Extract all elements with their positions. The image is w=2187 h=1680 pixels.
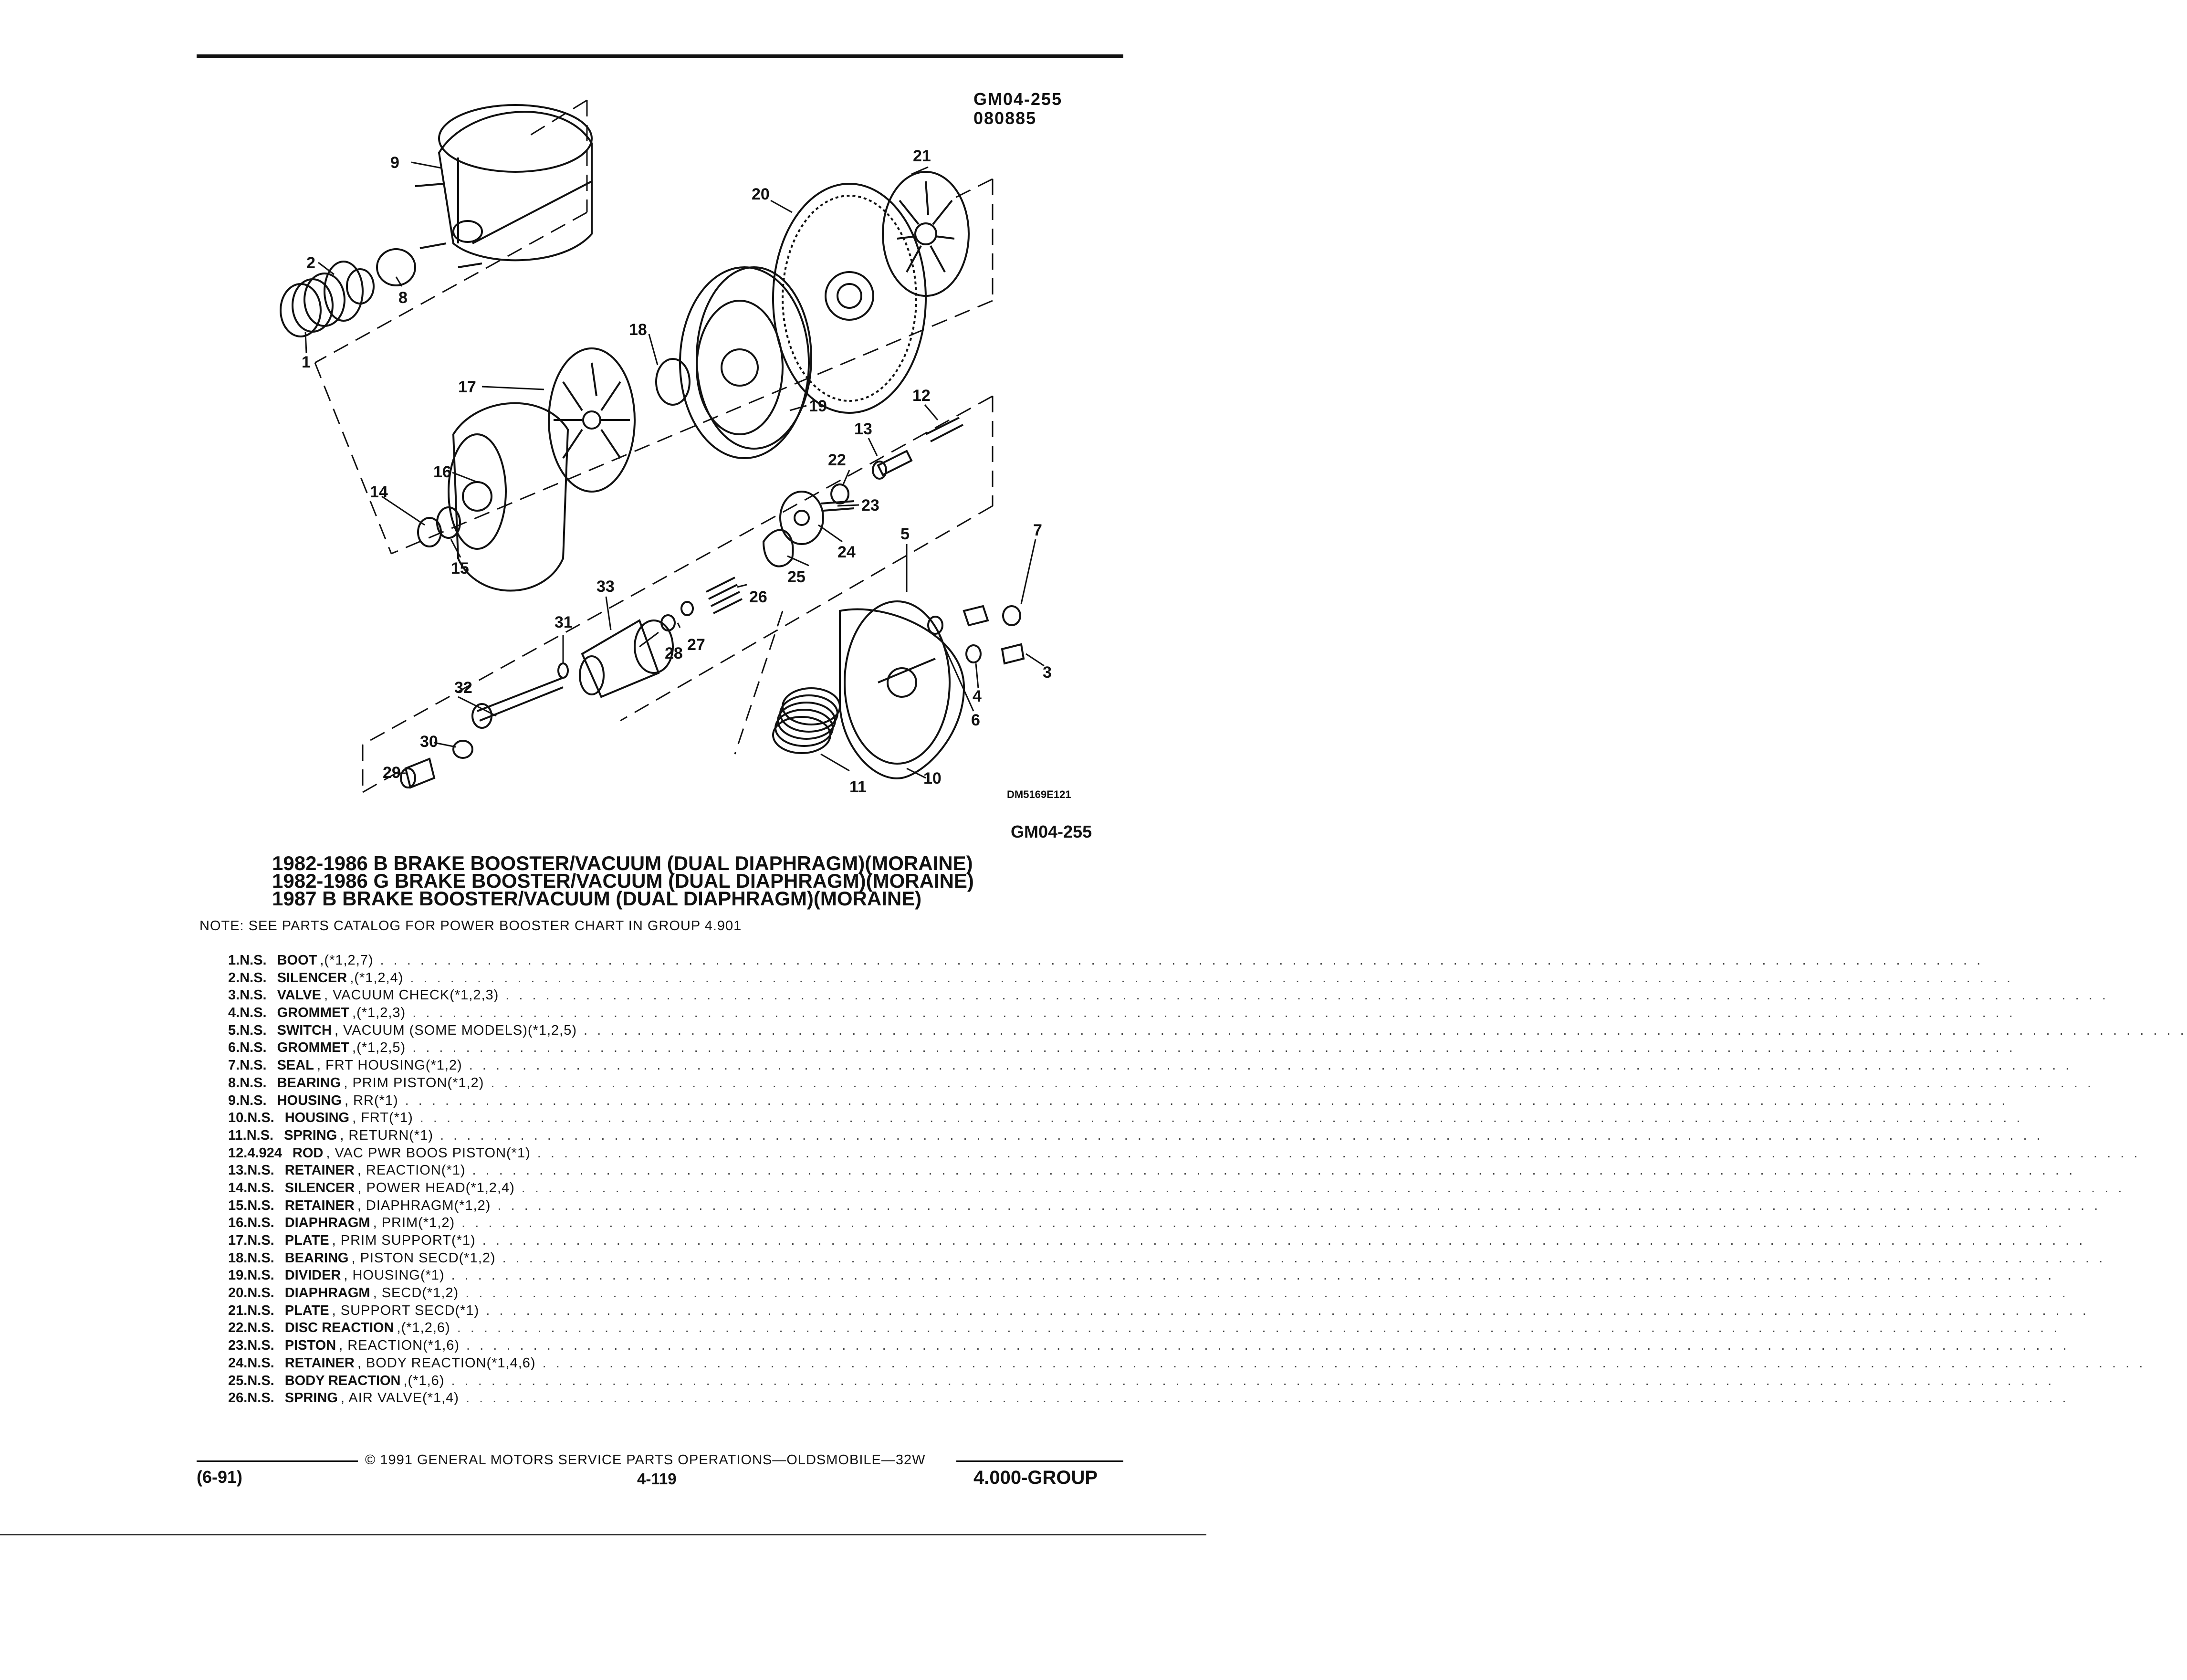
part-group-code: N.S. bbox=[240, 1058, 267, 1073]
part-group-code: N.S. bbox=[240, 1075, 267, 1091]
part-number: 14. bbox=[228, 1180, 248, 1196]
part-description: ,(*1,2,6) bbox=[397, 1320, 450, 1336]
figure-code: GM04-255 bbox=[1011, 822, 1092, 841]
part-name: RETAINER bbox=[284, 1163, 355, 1178]
part-number: 11. bbox=[228, 1127, 247, 1143]
callout: 19 bbox=[809, 397, 827, 415]
part-row bbox=[228, 970, 2014, 988]
part-row bbox=[228, 1233, 2086, 1250]
part-group-code: N.S. bbox=[240, 987, 267, 1003]
part-number: 22. bbox=[228, 1320, 248, 1336]
part-number: 17. bbox=[228, 1233, 248, 1248]
part-group-code: N.S. bbox=[247, 1355, 274, 1371]
part-group-code: N.S. bbox=[247, 1390, 274, 1406]
footer-rule-left bbox=[197, 1460, 358, 1462]
part-group-code: N.S. bbox=[247, 1233, 274, 1248]
part-group-code: N.S. bbox=[240, 970, 267, 986]
dot-leader: . . . . . . . . . . . . . . . . . . . . . . . . . . . . . . . . . . . . . . . . . . . . . . . . . . . . . . . . . . . . . . . . . . . . . . . . . . . . . . . . . . . . . . . . . . . . . . . . . . . . . . . . . . . . . . . . . . . . . . . . bbox=[466, 1338, 2070, 1354]
part-name: BEARING bbox=[284, 1250, 349, 1266]
part-row bbox=[228, 1163, 2076, 1180]
callout: 13 bbox=[854, 420, 872, 438]
part-description: , AIR VALVE(*1,4) bbox=[340, 1390, 459, 1406]
footer-rule-right bbox=[956, 1460, 1123, 1462]
housing-divider-part bbox=[680, 267, 811, 458]
part-number: 3. bbox=[228, 987, 240, 1003]
part-row bbox=[228, 1302, 2089, 1321]
part-name: GROMMET bbox=[277, 1005, 350, 1021]
dot-leader: . . . . . . . . . . . . . . . . . . . . . . . . . . . . . . . . . . . . . . . . . . . . . . . . . . . . . . . . . . . . . . . . . . . . . . . . . . . . . . . . . . . . . . . . . . . . . . . . . . . . . . . . . . . . . . . . . . . . . . . . bbox=[497, 1197, 2101, 1213]
callout: 1 bbox=[302, 353, 311, 371]
callout: 12 bbox=[912, 387, 931, 405]
part-row bbox=[228, 1355, 2146, 1373]
part-group-code: N.S. bbox=[240, 1040, 267, 1056]
part-group-code: N.S. bbox=[240, 1092, 267, 1108]
part-description: , REACTION(*1) bbox=[357, 1163, 466, 1178]
callout: 32 bbox=[454, 679, 472, 697]
callout: 18 bbox=[629, 321, 647, 339]
callout: 24 bbox=[837, 543, 856, 561]
part-name: GROMMET bbox=[277, 1040, 350, 1056]
callout: 27 bbox=[687, 636, 705, 654]
part-name: PISTON bbox=[284, 1338, 336, 1354]
part-group-code: N.S. bbox=[247, 1338, 274, 1354]
part-name: RETAINER bbox=[284, 1355, 355, 1371]
part-description: , PISTON SECD(*1,2) bbox=[351, 1250, 496, 1266]
part-description: ,(*1,2,4) bbox=[350, 970, 404, 986]
return-spring-part bbox=[773, 688, 840, 753]
part-row bbox=[228, 1040, 2016, 1058]
part-group-code: N.S. bbox=[247, 1320, 274, 1336]
catalog-title: 1987 B BRAKE BOOSTER/VACUUM (DUAL DIAPHRAGM)(MORAINE) bbox=[272, 887, 922, 910]
callout: 2 bbox=[306, 254, 315, 272]
prim-support-plate-part bbox=[549, 348, 635, 492]
part-group-code: N.S. bbox=[247, 1163, 274, 1178]
callout: 33 bbox=[596, 578, 615, 596]
part-number: 12. bbox=[228, 1145, 248, 1161]
part-name: PLATE bbox=[284, 1233, 329, 1248]
dot-leader: . . . . . . . . . . . . . . . . . . . . . . . . . . . . . . . . . . . . . . . . . . . . . . . . . . . . . . . . . . . . . . . . . . . . . . . . . . . . . . . . . . . . . . . . . . . . . . . . . . . . . . . . . . . . . . . . . . . . . . . . bbox=[451, 1373, 2055, 1388]
part-row bbox=[228, 1320, 2061, 1338]
callout-labels bbox=[302, 147, 1052, 796]
part-name: HOUSING bbox=[284, 1110, 350, 1126]
footer-date: (6-91) bbox=[197, 1467, 243, 1487]
part-number: 16. bbox=[228, 1215, 248, 1231]
part-description: , PRIM PISTON(*1,2) bbox=[344, 1075, 484, 1091]
part-row bbox=[228, 987, 2109, 1005]
part-group-code: N.S. bbox=[247, 1250, 274, 1266]
part-name: PLATE bbox=[284, 1302, 329, 1318]
part-group-code: N.S. bbox=[246, 1127, 274, 1143]
part-group-code: N.S. bbox=[240, 1005, 267, 1021]
part-number: 2. bbox=[228, 970, 240, 986]
part-row bbox=[228, 1338, 2070, 1355]
callout: 21 bbox=[913, 147, 931, 165]
dot-leader: . . . . . . . . . . . . . . . . . . . . . . . . . . . . . . . . . . . . . . . . . . . . . . . . . . . . . . . . . . . . . . . . . . . . . . . . . . . . . . . . . . . . . . . . . . . . . . . . . . . . . . . . . . . . . . . . . . . . . . . . bbox=[419, 1110, 2023, 1126]
part-row bbox=[228, 1250, 2106, 1268]
dot-leader: . . . . . . . . . . . . . . . . . . . . . . . . . . . . . . . . . . . . . . . . . . . . . . . . . . . . . . . . . . . . . . . . . . . . . . . . . . . . . . . . . . . . . . . . . . . . . . . . . . . . . . . . . . . . . . . . . . . . . . . . bbox=[380, 953, 1984, 968]
part-number: 13. bbox=[228, 1163, 248, 1178]
callout: 22 bbox=[828, 451, 846, 469]
part-group-code: N.S. bbox=[247, 1268, 274, 1283]
part-number: 21. bbox=[228, 1302, 248, 1318]
piston-part bbox=[580, 620, 673, 697]
dot-leader: . . . . . . . . . . . . . . . . . . . . . . . . . . . . . . . . . . . . . . . . . . . . . . . . . . . . . . . . . . . . . . . . . . . . . . . . . . . . . . . . . . . . . . . . . . . . . . . . . . . . . . . . . . . . . . . . . . . . . . . . bbox=[521, 1180, 2125, 1196]
callout: 16 bbox=[433, 463, 451, 481]
part-description: , POWER HEAD(*1,2,4) bbox=[357, 1180, 515, 1196]
part-row bbox=[228, 1180, 2125, 1198]
part-row bbox=[228, 1092, 2009, 1111]
part-description: , VAC PWR BOOS PISTON(*1) bbox=[326, 1145, 531, 1161]
part-name: DIVIDER bbox=[284, 1268, 341, 1283]
secondary-diaphragm-part bbox=[773, 184, 926, 413]
part-row bbox=[228, 953, 1984, 970]
part-name: VALVE bbox=[277, 987, 321, 1003]
part-number: 15. bbox=[228, 1197, 248, 1213]
dot-leader: . . . . . . . . . . . . . . . . . . . . . . . . . . . . . . . . . . . . . . . . . . . . . . . . . . . . . . . . . . . . . . . . . . . . . . . . . . . . . . . . . . . . . . . . . . . . . . . . . . . . . . . . . . . . . . . . . . . . . . . . bbox=[486, 1302, 2089, 1318]
dot-leader: . . . . . . . . . . . . . . . . . . . . . . . . . . . . . . . . . . . . . . . . . . . . . . . . . . . . . . . . . . . . . . . . . . . . . . . . . . . . . . . . . . . . . . . . . . . . . . . . . . . . . . . . . . . . . . . . . . . . . . . . bbox=[461, 1215, 2065, 1231]
callout: 15 bbox=[451, 559, 469, 578]
part-description: , BODY REACTION(*1,4,6) bbox=[357, 1355, 536, 1371]
part-number: 26. bbox=[228, 1390, 248, 1406]
footer-page-number: 4-119 bbox=[637, 1470, 677, 1488]
dot-leader: . . . . . . . . . . . . . . . . . . . . . . . . . . . . . . . . . . . . . . . . . . . . . . . . . . . . . . . . . . . . . . . . . . . . . . . . . . . . . . . . . . . . . . . . . . . . . . . . . . . . . . . . . . . . . . . . . . . . . . . . bbox=[412, 1040, 2016, 1056]
part-name: BODY REACTION bbox=[284, 1373, 401, 1388]
dot-leader: . . . . . . . . . . . . . . . . . . . . . . . . . . . . . . . . . . . . . . . . . . . . . . . . . . . . . . . . . . . . . . . . . . . . . . . . . . . . . . . . . . . . . . . . . . . . . . . . . . . . . . . . . . . . . . . . . . . . . . . . bbox=[502, 1250, 2106, 1266]
callout: 26 bbox=[749, 588, 767, 606]
callout: 10 bbox=[923, 769, 942, 788]
top-rule bbox=[197, 54, 1123, 58]
part-row bbox=[228, 1005, 2016, 1023]
part-description: , DIAPHRAGM(*1,2) bbox=[357, 1197, 491, 1213]
support-secd-plate-part bbox=[883, 172, 969, 296]
callout: 7 bbox=[1033, 521, 1042, 539]
part-group-code: N.S. bbox=[247, 1302, 274, 1318]
part-name: SEAL bbox=[277, 1058, 314, 1073]
part-row bbox=[228, 1268, 2055, 1285]
part-number: 9. bbox=[228, 1092, 240, 1108]
callout: 30 bbox=[420, 733, 438, 751]
callout: 25 bbox=[787, 568, 806, 586]
part-name: BEARING bbox=[277, 1075, 341, 1091]
part-name: HOUSING bbox=[277, 1092, 342, 1108]
part-description: ,(*1,6) bbox=[403, 1373, 445, 1388]
dot-leader: . . . . . . . . . . . . . . . . . . . . . . . . . . . . . . . . . . . . . . . . . . . . . . . . . . . . . . . . . . . . . . . . . . . . . . . . . . . . . . . . . . . . . . . . . . . . . . . . . . . . . . . . . . . . . . . . . . . . . . . . bbox=[439, 1127, 2043, 1143]
part-description: ,(*1,2,7) bbox=[320, 953, 374, 968]
part-number: 20. bbox=[228, 1285, 248, 1301]
dot-leader: . . . . . . . . . . . . . . . . . . . . . . . . . . . . . . . . . . . . . . . . . . . . . . . . . . . . . . . . . . . . . . . . . . . . . . . . . . . . . . . . . . . . . . . . . . . . . . . . . . . . . . . . . . . . . . . . . . . . . . . . bbox=[482, 1233, 2086, 1248]
dot-leader: . . . . . . . . . . . . . . . . . . . . . . . . . . . . . . . . . . . . . . . . . . . . . . . . . . . . . . . . . . . . . . . . . . . . . . . . . . . . . . . . . . . . . . . . . . . . . . . . . . . . . . . . . . . . . . . . . . . . . . . . bbox=[537, 1145, 2141, 1161]
dot-leader: . . . . . . . . . . . . . . . . . . . . . . . . . . . . . . . . . . . . . . . . . . . . . . . . . . . . . . . . . . . . . . . . . . . . . . . . . . . . . . . . . . . . . . . . . . . . . . . . . . . . . . . . . . . . . . . . . . . . . . . . bbox=[457, 1320, 2061, 1336]
part-number: 23. bbox=[228, 1338, 248, 1354]
figure-id: DM5169E121 bbox=[1007, 788, 1071, 800]
part-row bbox=[228, 1058, 2072, 1075]
dot-leader: . . . . . . . . . . . . . . . . . . . . . . . . . . . . . . . . . . . . . . . . . . . . . . . . . . . . . . . . . . . . . . . . . . . . . . . . . . . . . . . . . . . . . . . . . . . . . . . . . . . . . . . . . . . . . . . . . . . . . . . . bbox=[491, 1075, 2094, 1091]
callout: 5 bbox=[900, 525, 910, 543]
part-name: DIAPHRAGM bbox=[284, 1215, 370, 1231]
part-group-code: N.S. bbox=[240, 1022, 267, 1038]
part-name: RETAINER bbox=[284, 1197, 355, 1213]
part-row bbox=[228, 1075, 2094, 1093]
footer-copyright: © 1991 GENERAL MOTORS SERVICE PARTS OPERATIONS—OLDSMOBILE—32W bbox=[365, 1452, 926, 1468]
catalog-title: 1982-1986 G BRAKE BOOSTER/VACUUM (DUAL DIAPHRAGM)(MORAINE) bbox=[272, 870, 974, 892]
dot-leader: . . . . . . . . . . . . . . . . . . . . . . . . . . . . . . . . . . . . . . . . . . . . . . . . . . . . . . . . . . . . . . . . . . . . . . . . . . . . . . . . . . . . . . . . . . . . . . . . . . . . . . . . . . . . . . . . . . . . . . . . bbox=[405, 1092, 2009, 1108]
part-number: 25. bbox=[228, 1373, 248, 1388]
part-name: SILENCER bbox=[284, 1180, 355, 1196]
rear-housing-part bbox=[415, 105, 592, 267]
dot-leader: . . . . . . . . . . . . . . . . . . . . . . . . . . . . . . . . . . . . . . . . . . . . . . . . . . . . . . . . . . . . . . . . . . . . . . . . . . . . . . . . . . . . . . . . . . . . . . . . . . . . . . . . . . . . . . . . . . . . . . . . bbox=[472, 1163, 2076, 1178]
callout: 11 bbox=[849, 778, 867, 796]
part-number: 5. bbox=[228, 1022, 240, 1038]
dot-leader: . . . . . . . . . . . . . . . . . . . . . . . . . . . . . . . . . . . . . . . . . . . . . . . . . . . . . . . . . . . . . . . . . . . . . . . . . . . . . . . . . . . . . . . . . . . . . . . . . . . . . . . . . . . . . . . . . . . . . . . . bbox=[542, 1355, 2146, 1371]
part-number: 1. bbox=[228, 953, 240, 968]
dot-leader: . . . . . . . . . . . . . . . . . . . . . . . . . . . . . . . . . . . . . . . . . . . . . . . . . . . . . . . . . . . . . . . . . . . . . . . . . . . . . . . . . . . . . . . . . . . . . . . . . . . . . . . . . . . . . . . . . . . . . . . . bbox=[410, 970, 2014, 986]
part-row bbox=[228, 1127, 2043, 1145]
part-row bbox=[228, 1285, 2069, 1303]
part-group-code: N.S. bbox=[247, 1373, 274, 1388]
catalog-note: NOTE: SEE PARTS CATALOG FOR POWER BOOSTER CHART IN GROUP 4.901 bbox=[199, 918, 742, 934]
catalog-title: 1982-1986 B BRAKE BOOSTER/VACUUM (DUAL DIAPHRAGM)(MORAINE) bbox=[272, 852, 973, 874]
dot-leader: . . . . . . . . . . . . . . . . . . . . . . . . . . . . . . . . . . . . . . . . . . . . . . . . . . . . . . . . . . . . . . . . . . . . . . . . . . . . . . . . . . . . . . . . . . . . . . . . . . . . . . . . . . . . . . . . . . . . . . . . bbox=[469, 1058, 2072, 1073]
part-number: 4. bbox=[228, 1005, 240, 1021]
part-name: SWITCH bbox=[277, 1022, 332, 1038]
parts-list bbox=[228, 953, 2187, 1408]
part-description: , FRT(*1) bbox=[352, 1110, 413, 1126]
part-name: DISC REACTION bbox=[284, 1320, 394, 1336]
part-row bbox=[228, 1215, 2065, 1233]
part-description: ,(*1,2,5) bbox=[352, 1040, 406, 1056]
catalog-titles bbox=[272, 852, 974, 910]
callout: 23 bbox=[861, 496, 879, 514]
front-housing-part bbox=[840, 601, 964, 778]
part-number: 19. bbox=[228, 1268, 248, 1283]
part-group-code: N.S. bbox=[247, 1197, 274, 1213]
callout: 20 bbox=[752, 185, 770, 203]
part-description: , VACUUM (SOME MODELS)(*1,2,5) bbox=[334, 1022, 577, 1038]
header-date-code: 080885 bbox=[973, 108, 1037, 128]
part-group-code: N.S. bbox=[240, 953, 267, 968]
part-name: SPRING bbox=[284, 1127, 337, 1143]
part-number: 10. bbox=[228, 1110, 248, 1126]
part-description: , VACUUM CHECK(*1,2,3) bbox=[324, 987, 499, 1003]
dot-leader: . . . . . . . . . . . . . . . . . . . . . . . . . . . . . . . . . . . . . . . . . . . . . . . . . . . . . . . . . . . . . . . . . . . . . . . . . . . . . . . . . . . . . . . . . . . . . . . . . . . . . . . . . . . . . . . . . . . . . . . . bbox=[465, 1285, 2069, 1301]
part-description: , RR(*1) bbox=[344, 1092, 398, 1108]
dot-leader: . . . . . . . . . . . . . . . . . . . . . . . . . . . . . . . . . . . . . . . . . . . . . . . . . . . . . . . . . . . . . . . . . . . . . . . . . . . . . . . . . . . . . . . . . . . . . . . . . . . . . . . . . . . . . . . . . . . . . . . . bbox=[412, 1005, 2016, 1021]
part-description: , RETURN(*1) bbox=[340, 1127, 433, 1143]
part-number: 6. bbox=[228, 1040, 240, 1056]
callout: 4 bbox=[973, 687, 982, 705]
part-row bbox=[228, 1390, 2069, 1408]
part-description: , PRIM SUPPORT(*1) bbox=[332, 1233, 476, 1248]
dot-leader: . . . . . . . . . . . . . . . . . . . . . . . . . . . . . . . . . . . . . . . . . . . . . . . . . . . . . . . . . . . . . . . . . . . . . . . . . . . . . . . . . . . . . . . . . . . . . . . . . . . . . . . . . . . . . . . . . . . . . . . . bbox=[505, 987, 2109, 1003]
dot-leader: . . . . . . . . . . . . . . . . . . . . . . . . . . . . . . . . . . . . . . . . . . . . . . . . . . . . . . . . . . . . . . . . . . . . . . . . . . . . . . . . . . . . . . . . . . . . . . . . . . . . . . . . . . . . . . . . . . . . . . . . bbox=[584, 1022, 2187, 1038]
part-name: SPRING bbox=[284, 1390, 338, 1406]
callout: 14 bbox=[370, 483, 388, 501]
part-name: SILENCER bbox=[277, 970, 347, 986]
part-row bbox=[228, 1145, 2141, 1163]
part-name: ROD bbox=[292, 1145, 324, 1161]
part-group-code: N.S. bbox=[247, 1180, 274, 1196]
part-row bbox=[228, 1197, 2101, 1216]
part-group-code: N.S. bbox=[247, 1215, 274, 1231]
callout: 3 bbox=[1043, 663, 1052, 682]
callout: 17 bbox=[458, 378, 476, 396]
dot-leader: . . . . . . . . . . . . . . . . . . . . . . . . . . . . . . . . . . . . . . . . . . . . . . . . . . . . . . . . . . . . . . . . . . . . . . . . . . . . . . . . . . . . . . . . . . . . . . . . . . . . . . . . . . . . . . . . . . . . . . . . bbox=[451, 1268, 2055, 1283]
part-number: 8. bbox=[228, 1075, 240, 1091]
part-description: , HOUSING(*1) bbox=[344, 1268, 445, 1283]
exploded-view-diagram bbox=[258, 86, 1117, 821]
callout: 8 bbox=[398, 289, 408, 307]
part-row bbox=[228, 1022, 2187, 1040]
dot-leader: . . . . . . . . . . . . . . . . . . . . . . . . . . . . . . . . . . . . . . . . . . . . . . . . . . . . . . . . . . . . . . . . . . . . . . . . . . . . . . . . . . . . . . . . . . . . . . . . . . . . . . . . . . . . . . . . . . . . . . . . bbox=[465, 1390, 2069, 1406]
part-description: , FRT HOUSING(*1,2) bbox=[316, 1058, 462, 1073]
part-number: 18. bbox=[228, 1250, 248, 1266]
bottom-rule bbox=[0, 1534, 1206, 1535]
part-description: , SUPPORT SECD(*1) bbox=[332, 1302, 480, 1318]
callout: 31 bbox=[555, 613, 573, 631]
part-name: DIAPHRAGM bbox=[284, 1285, 370, 1301]
part-group-code: N.S. bbox=[247, 1110, 274, 1126]
header-code: GM04-255 bbox=[973, 89, 1063, 109]
part-description: , SECD(*1,2) bbox=[373, 1285, 459, 1301]
part-number: 24. bbox=[228, 1355, 248, 1371]
part-number: 7. bbox=[228, 1058, 240, 1073]
footer-group: 4.000-GROUP bbox=[973, 1467, 1098, 1488]
part-row bbox=[228, 1110, 2023, 1128]
callout: 6 bbox=[971, 711, 980, 729]
part-description: , PRIM(*1,2) bbox=[373, 1215, 455, 1231]
part-name: BOOT bbox=[277, 953, 317, 968]
callout: 9 bbox=[390, 154, 399, 172]
part-row bbox=[228, 1373, 2055, 1391]
part-description: , REACTION(*1,6) bbox=[339, 1338, 460, 1354]
part-group-code: 4.924 bbox=[247, 1145, 282, 1161]
part-description: ,(*1,2,3) bbox=[352, 1005, 406, 1021]
callout: 29 bbox=[383, 764, 401, 782]
callout: 28 bbox=[665, 644, 683, 662]
part-group-code: N.S. bbox=[247, 1285, 274, 1301]
